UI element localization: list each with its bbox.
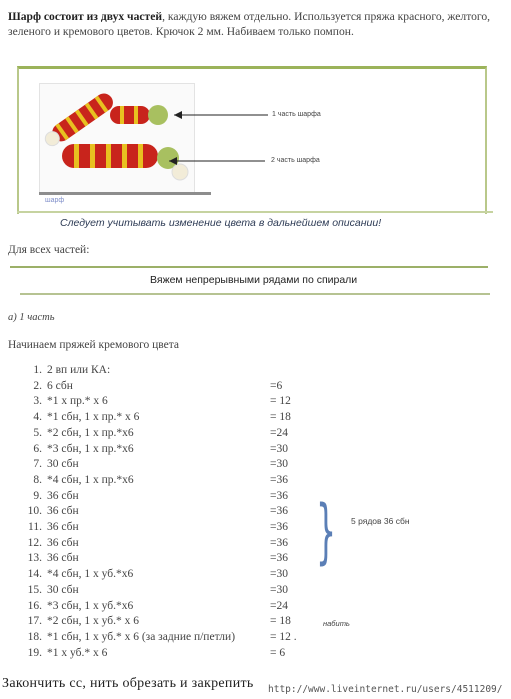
- watermark-url: http://www.liveinternet.ru/users/4511209/: [268, 684, 503, 695]
- row-instruction: 36 сбн: [47, 521, 79, 533]
- footer-instruction: Закончить сс, нить обрезать и закрепить: [2, 676, 254, 691]
- row-instruction: *4 сбн, 1 х уб.*х6: [47, 568, 134, 581]
- banner-top-rule: [10, 266, 488, 268]
- row-instruction: 6 сбн: [47, 379, 73, 392]
- row-number: 8.: [33, 473, 42, 486]
- row-instruction: *2 сбн, 1 х уб.* х 6: [47, 615, 139, 628]
- row-total: =30: [270, 568, 288, 581]
- label-part1: 1 часть шарфа: [272, 111, 321, 118]
- figure-box: [17, 66, 487, 214]
- row-instruction: 30 сбн: [47, 458, 79, 471]
- photo-caption-bar: [39, 192, 211, 195]
- curly-brace-icon: }: [316, 490, 337, 572]
- row-instruction: *2 сбн, 1 х пр.*х6: [47, 426, 134, 439]
- row-number: 17.: [27, 615, 42, 628]
- all-parts-heading: Для всех частей:: [8, 244, 90, 256]
- start-instruction: Начинаем пряжей кремового цвета: [8, 339, 180, 351]
- row-total: = 18: [270, 615, 291, 628]
- row-total: =24: [270, 599, 288, 612]
- row-number: 16.: [27, 599, 42, 612]
- row-instruction: *1 х уб.* х 6: [47, 646, 108, 659]
- row-number: 12.: [27, 536, 42, 549]
- row-instruction: 2 вп или КА:: [47, 364, 111, 376]
- row-total: =36: [270, 505, 288, 518]
- row-total: =36: [270, 536, 288, 549]
- arrow-part1: [174, 107, 274, 123]
- row-number: 1.: [33, 364, 42, 376]
- scarf-photo: [39, 83, 195, 195]
- color-change-note: Следует учитывать изменение цвета в дальнейшем описании!: [60, 217, 382, 229]
- row-number: 19.: [27, 646, 42, 659]
- scarf-illustration: [40, 84, 194, 194]
- row-number: 2.: [33, 379, 42, 392]
- row-number: 13.: [27, 552, 42, 565]
- row-instruction: 30 сбн: [47, 583, 79, 596]
- row-number: 11.: [28, 521, 42, 533]
- row-number: 3.: [33, 395, 42, 408]
- row-total: =30: [270, 442, 288, 455]
- intro-bold: Шарф состоит из двух частей: [8, 10, 163, 23]
- brace-label: 5 рядов 36 сбн: [351, 516, 410, 526]
- row-instruction: *1 сбн, 1 х пр.* х 6: [47, 411, 140, 424]
- row-total: =36: [270, 552, 288, 565]
- intro-paragraph: [8, 9, 498, 39]
- spiral-banner: Вяжем непрерывными рядами по спирали: [150, 274, 358, 286]
- row-instruction: 36 сбн: [47, 505, 79, 518]
- banner-bottom-rule: [20, 293, 490, 295]
- figure-box-bottom-rule: [17, 211, 493, 213]
- row-number: 10.: [27, 505, 42, 518]
- row-number: 4.: [33, 411, 42, 424]
- row-total: = 12: [270, 395, 291, 408]
- row-number: 6.: [33, 442, 42, 455]
- row-total: =30: [270, 458, 288, 471]
- row-instruction: *1 х пр.* х 6: [47, 395, 108, 408]
- intro-text: , каждую вяжем отдельно. Используется пряжа красного, желтого, зеленого и кремового цветов. Крючок 2 мм. Набиваем только помпон.: [8, 10, 491, 38]
- row-instruction: *3 сбн, 1 х пр.*х6: [47, 442, 134, 455]
- part-title: а) 1 часть: [8, 312, 55, 323]
- row-number: 14.: [27, 568, 42, 581]
- row-number: 18.: [27, 630, 42, 643]
- row-instruction: *4 сбн, 1 х пр.*х6: [47, 473, 134, 486]
- photo-caption: шарф: [45, 197, 65, 204]
- row-total: =36: [270, 521, 288, 533]
- row-total: =36: [270, 489, 288, 502]
- row-total: =24: [270, 426, 288, 439]
- row-instruction: *3 сбн, 1 х уб.*х6: [47, 599, 134, 612]
- row-number: 9.: [33, 489, 42, 502]
- row-total: =30: [270, 583, 288, 596]
- row-total: =6: [270, 379, 283, 392]
- row-total: = 18: [270, 411, 291, 424]
- arrow-part2: [169, 153, 269, 169]
- row-number: 5.: [33, 426, 42, 439]
- label-part2: 2 часть шарфа: [271, 157, 320, 164]
- row-total: =36: [270, 473, 288, 486]
- stuff-label: набить: [323, 619, 350, 628]
- row-instruction: *1 сбн, 1 х уб.* х 6 (за задние п/петли): [47, 630, 236, 643]
- row-instruction: 36 сбн: [47, 552, 79, 565]
- row-instruction: 36 сбн: [47, 489, 79, 502]
- row-instruction: 36 сбн: [47, 536, 79, 549]
- row-number: 7.: [33, 458, 42, 471]
- row-total: = 6: [270, 646, 286, 659]
- row-total: = 12 .: [270, 630, 297, 643]
- row-number: 15.: [27, 583, 42, 596]
